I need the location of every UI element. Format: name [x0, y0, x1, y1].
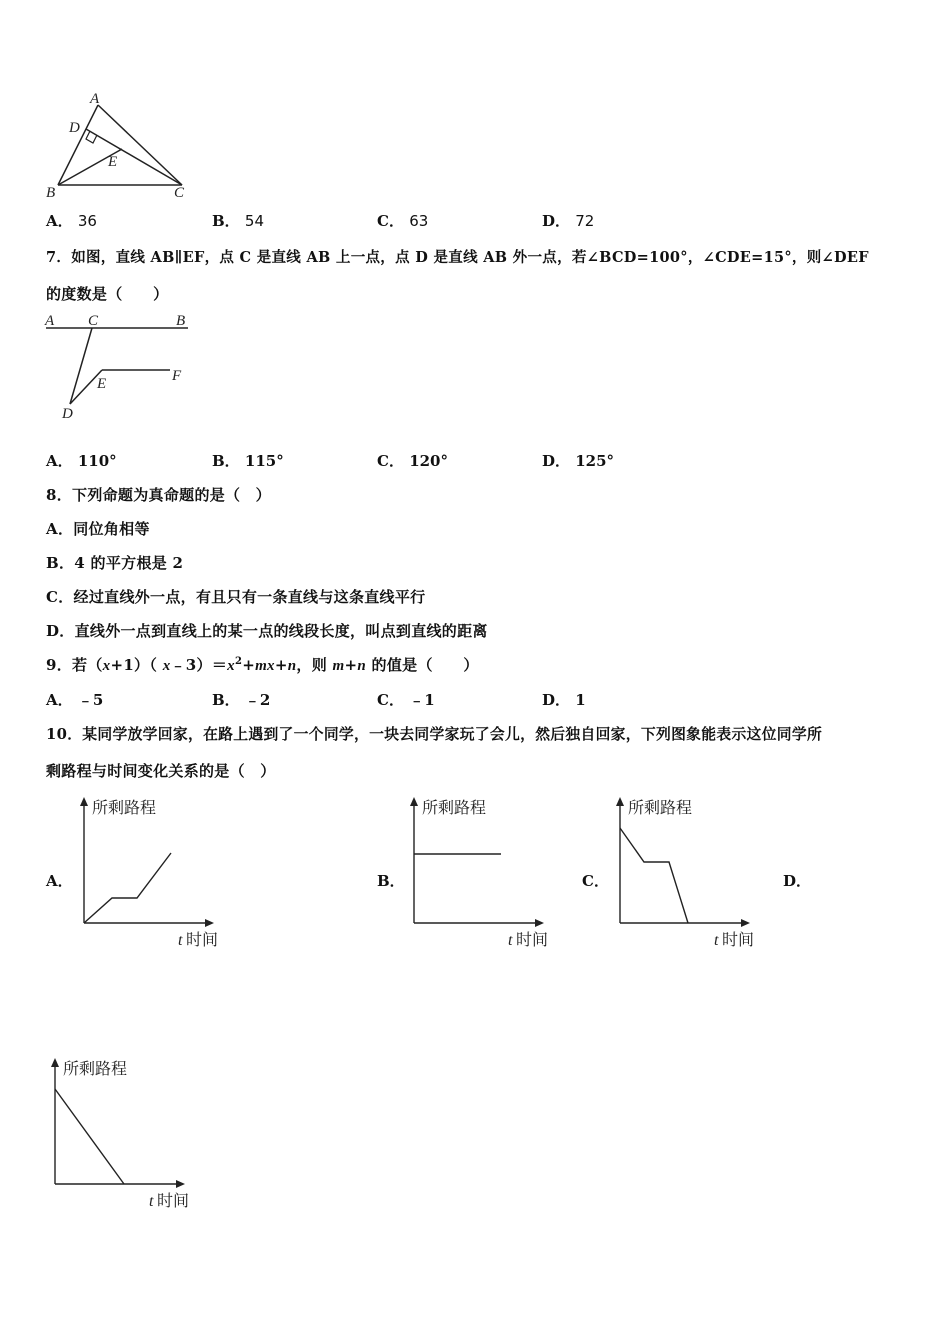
graph-a-curve: [84, 853, 171, 923]
option-value: ﹣1: [409, 691, 435, 709]
label-a: A: [45, 313, 55, 329]
option-value: 1: [575, 691, 586, 709]
var-n: n: [357, 658, 367, 674]
q9-text: +: [242, 656, 256, 674]
label-b: B: [46, 185, 56, 201]
q9-option-c[interactable]: [377, 689, 435, 710]
q9-text: 9．若（: [46, 656, 103, 674]
x-axis-label: 时间: [722, 930, 755, 949]
label-c: C: [174, 185, 185, 201]
var-m: m: [332, 658, 345, 674]
q7-parallel-lines-figure: [40, 310, 200, 420]
y-axis-arrow: [616, 797, 624, 806]
q8-option-b[interactable]: B．4 的平方根是 2: [46, 554, 184, 572]
q9-text: +1）（: [110, 656, 163, 674]
option-letter: D．: [542, 691, 571, 709]
label-b: B: [176, 313, 186, 329]
q10-stem-line2: 剩路程与时间变化关系的是（ ）: [46, 762, 276, 780]
graph-d-curve: [55, 1089, 124, 1184]
q9-option-b[interactable]: [212, 689, 270, 710]
option-letter: B．: [212, 452, 240, 470]
option-letter: B．: [212, 691, 240, 709]
option-letter: D．: [542, 212, 571, 230]
q7-stem-line2: 的度数是（ ）: [46, 285, 169, 303]
q9-stem: [46, 654, 479, 675]
option-value: 125°: [575, 452, 615, 470]
option-value: 54: [244, 212, 265, 230]
option-letter: A．: [46, 691, 73, 709]
option-letter: A．: [46, 212, 73, 230]
q6-option-d[interactable]: [542, 210, 594, 231]
q9-text: +: [274, 656, 288, 674]
graph-a: [70, 795, 230, 955]
option-value: 36: [77, 212, 97, 230]
y-axis-label: 所剩路程: [63, 1059, 128, 1078]
exponent: 2: [234, 656, 243, 667]
q10-option-b[interactable]: B．: [377, 872, 405, 890]
y-axis-label: 所剩路程: [92, 798, 157, 817]
q7-option-d[interactable]: [542, 450, 614, 471]
label-d: D: [62, 406, 73, 422]
option-letter: B．: [212, 212, 240, 230]
option-value: 72: [575, 212, 595, 230]
option-value: 120°: [409, 452, 448, 470]
option-value: ﹣2: [244, 691, 271, 709]
label-a: A: [90, 91, 100, 107]
x-axis-label: 时间: [186, 930, 219, 949]
option-value: 63: [409, 212, 429, 230]
label-f: F: [172, 368, 182, 384]
q8-option-c[interactable]: C．经过直线外一点，有且只有一条直线与这条直线平行: [46, 588, 426, 606]
var-x: x: [227, 658, 235, 674]
option-value: ﹣5: [77, 691, 104, 709]
option-letter: C．: [377, 691, 404, 709]
y-axis-arrow: [410, 797, 418, 806]
option-letter: C．: [377, 452, 404, 470]
option-value: 115°: [244, 452, 284, 470]
graph-b: [400, 795, 560, 955]
x-axis-label: 时间: [157, 1191, 190, 1210]
x-axis-arrow: [741, 919, 750, 927]
option-letter: A．: [46, 452, 73, 470]
q9-text: ﹣3）＝: [170, 656, 228, 674]
graph-d: [41, 1056, 201, 1216]
q6-option-c[interactable]: [377, 210, 428, 231]
q10-option-d[interactable]: D．: [783, 872, 812, 890]
x-axis-label: 时间: [516, 930, 549, 949]
label-e: E: [108, 154, 118, 170]
y-axis-arrow: [80, 797, 88, 806]
x-axis-t: t: [178, 932, 183, 949]
x-axis-t: t: [508, 932, 513, 949]
x-axis-arrow: [535, 919, 544, 927]
q7-option-b[interactable]: [212, 450, 284, 471]
q10-stem-line1: 10．某同学放学回家，在路上遇到了一个同学，一块去同学家玩了会儿，然后独自回家，下列图象能表示这位同学所: [46, 726, 823, 743]
x-axis-t: t: [714, 932, 719, 949]
label-c: C: [88, 313, 99, 329]
var-mx: mx: [255, 658, 275, 674]
option-letter: C．: [377, 212, 404, 230]
label-d: D: [69, 120, 80, 136]
q8-option-d[interactable]: D．直线外一点到直线上的某一点的线段长度，叫点到直线的距离: [46, 622, 488, 640]
q9-option-d[interactable]: [542, 689, 586, 710]
q10-option-c[interactable]: C．: [582, 872, 609, 890]
y-axis-label: 所剩路程: [628, 798, 693, 817]
q7-option-c[interactable]: [377, 450, 448, 471]
q9-text: +: [344, 656, 358, 674]
x-axis-arrow: [205, 919, 214, 927]
q9-text: ，则: [296, 656, 333, 674]
y-axis-arrow: [51, 1058, 59, 1067]
graph-c-curve: [620, 828, 688, 923]
x-axis-arrow: [176, 1180, 185, 1188]
q8-stem: 8．下列命题为真命题的是（ ）: [46, 486, 271, 504]
x-axis-t: t: [149, 1193, 154, 1210]
graph-c: [606, 795, 766, 955]
q7-stem-line1: 7．如图，直线 AB∥EF，点 C 是直线 AB 上一点，点 D 是直线 AB 外一点，若∠BCD=100°，∠CDE=15°，则∠DEF: [46, 249, 869, 266]
y-axis-label: 所剩路程: [422, 798, 487, 817]
var-n: n: [287, 658, 297, 674]
segment-cd: [86, 129, 182, 185]
q10-option-a[interactable]: A．: [46, 872, 73, 890]
q7-option-a[interactable]: [46, 450, 117, 471]
q6-option-b[interactable]: [212, 210, 264, 231]
q8-option-a[interactable]: A．同位角相等: [46, 520, 150, 538]
option-letter: D．: [542, 452, 571, 470]
var-x: x: [162, 658, 171, 674]
option-value: 110°: [77, 452, 117, 470]
q9-text: 的值是（ ）: [366, 656, 479, 674]
label-e: E: [97, 376, 107, 392]
q6-option-a[interactable]: [46, 210, 97, 231]
segment-ac: [98, 105, 182, 185]
var-x: x: [102, 658, 111, 674]
q6-triangle-figure: [40, 91, 200, 205]
q9-option-a[interactable]: [46, 689, 103, 710]
